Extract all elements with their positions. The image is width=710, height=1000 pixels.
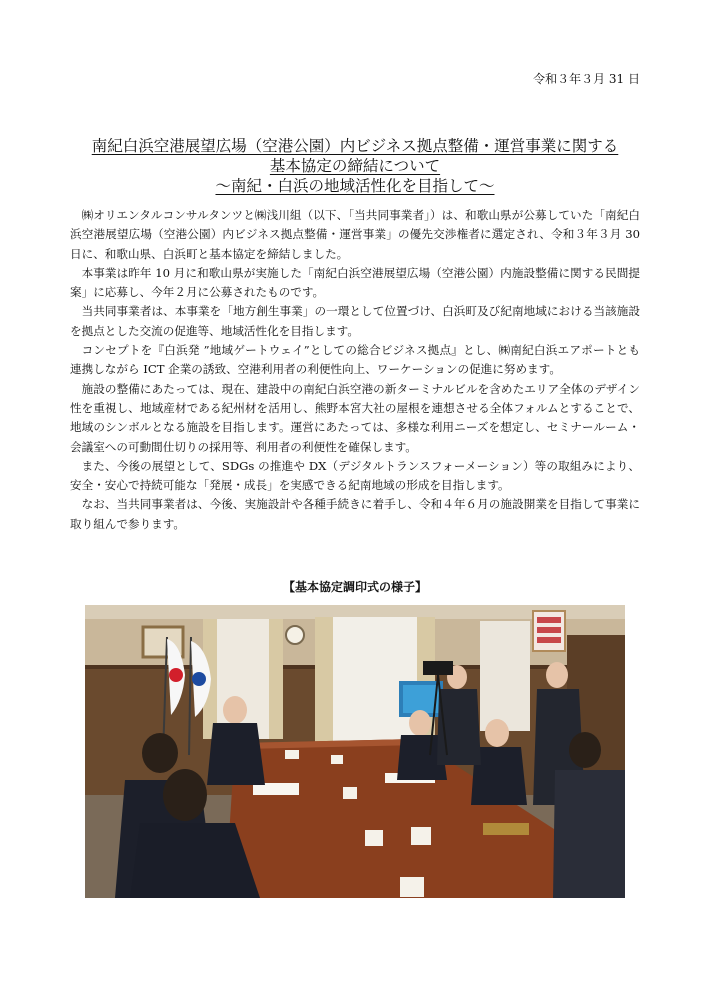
document-title	[60, 136, 650, 196]
paragraph-5: 施設の整備にあたっては、現在、建設中の南紀白浜空港の新ターミナルビルを含めたエリア全体のデザイン性を重視し、地域産材である紀州材を活用し、熊野本宮大社の屋根を連想させる全体フォルムとすることで、地域のシンボルとなる施設を目指します。運営にあたっては、多様な利用ニーズを想定し、セミナールーム・会議室への可動間仕切りの採用等、利用者の利便性を確保します。	[70, 381, 640, 454]
paragraph-7: なお、当共同事業者は、今後、実施設計や各種手続きに着手し、令和４年６月の施設開業を目指して事業に取り組んで参ります。	[70, 497, 640, 531]
paragraph-4: コンセプトを『白浜発 ”地域ゲートウェイ”としての総合ビジネス拠点』とし、㈱南紀白浜エアポートとも連携しながら ICT 企業の誘致、空港利用者の利便性向上、ワーケーションの促進に努めます。	[70, 343, 640, 377]
paragraph-2: 本事業は昨年 10 月に和歌山県が実施した「南紀白浜空港展望広場（空港公園）内施設整備に関する民間提案」に応募し、今年２月に公募されたものです。	[70, 265, 640, 300]
paragraph-3: 当共同事業者は、本事業を「地方創生事業」の一環として位置づけ、白浜町及び紀南地域における当該施設を拠点とした交流の促進等、地域活性化を目指します。	[70, 304, 640, 338]
photo-caption: 【基本協定調印式の様子】	[282, 580, 427, 594]
signing-ceremony-photo	[85, 605, 625, 898]
title-line-3: ～南紀・白浜の地域活性化を目指して～	[215, 177, 495, 195]
document-body	[70, 206, 640, 534]
paragraph-6: また、今後の展望として、SDGs の推進や DX（デジタルトランスフォーメーション）等の取組みにより、安全・安心で持続可能な「発展・成長」を実感できる紀南地域の形成を目指します。	[70, 458, 640, 493]
document-date: 令和３年３月 31 日	[533, 72, 640, 86]
paragraph-1: ㈱オリエンタルコンサルタンツと㈱浅川組（以下、「当共同事業者」）は、和歌山県が公募していた「南紀白浜空港展望広場（空港公園）内ビジネス拠点整備・運営事業」の優先交渉権者に選定され、令和３年３月 30 日に、和歌山県、白浜町と基本協定を締結しました。	[70, 208, 640, 261]
title-line-1: 南紀白浜空港展望広場（空港公園）内ビジネス拠点整備・運営事業に関する	[91, 137, 619, 155]
title-line-2: 基本協定の締結について	[269, 157, 441, 175]
signing-ceremony-illustration	[85, 605, 625, 898]
